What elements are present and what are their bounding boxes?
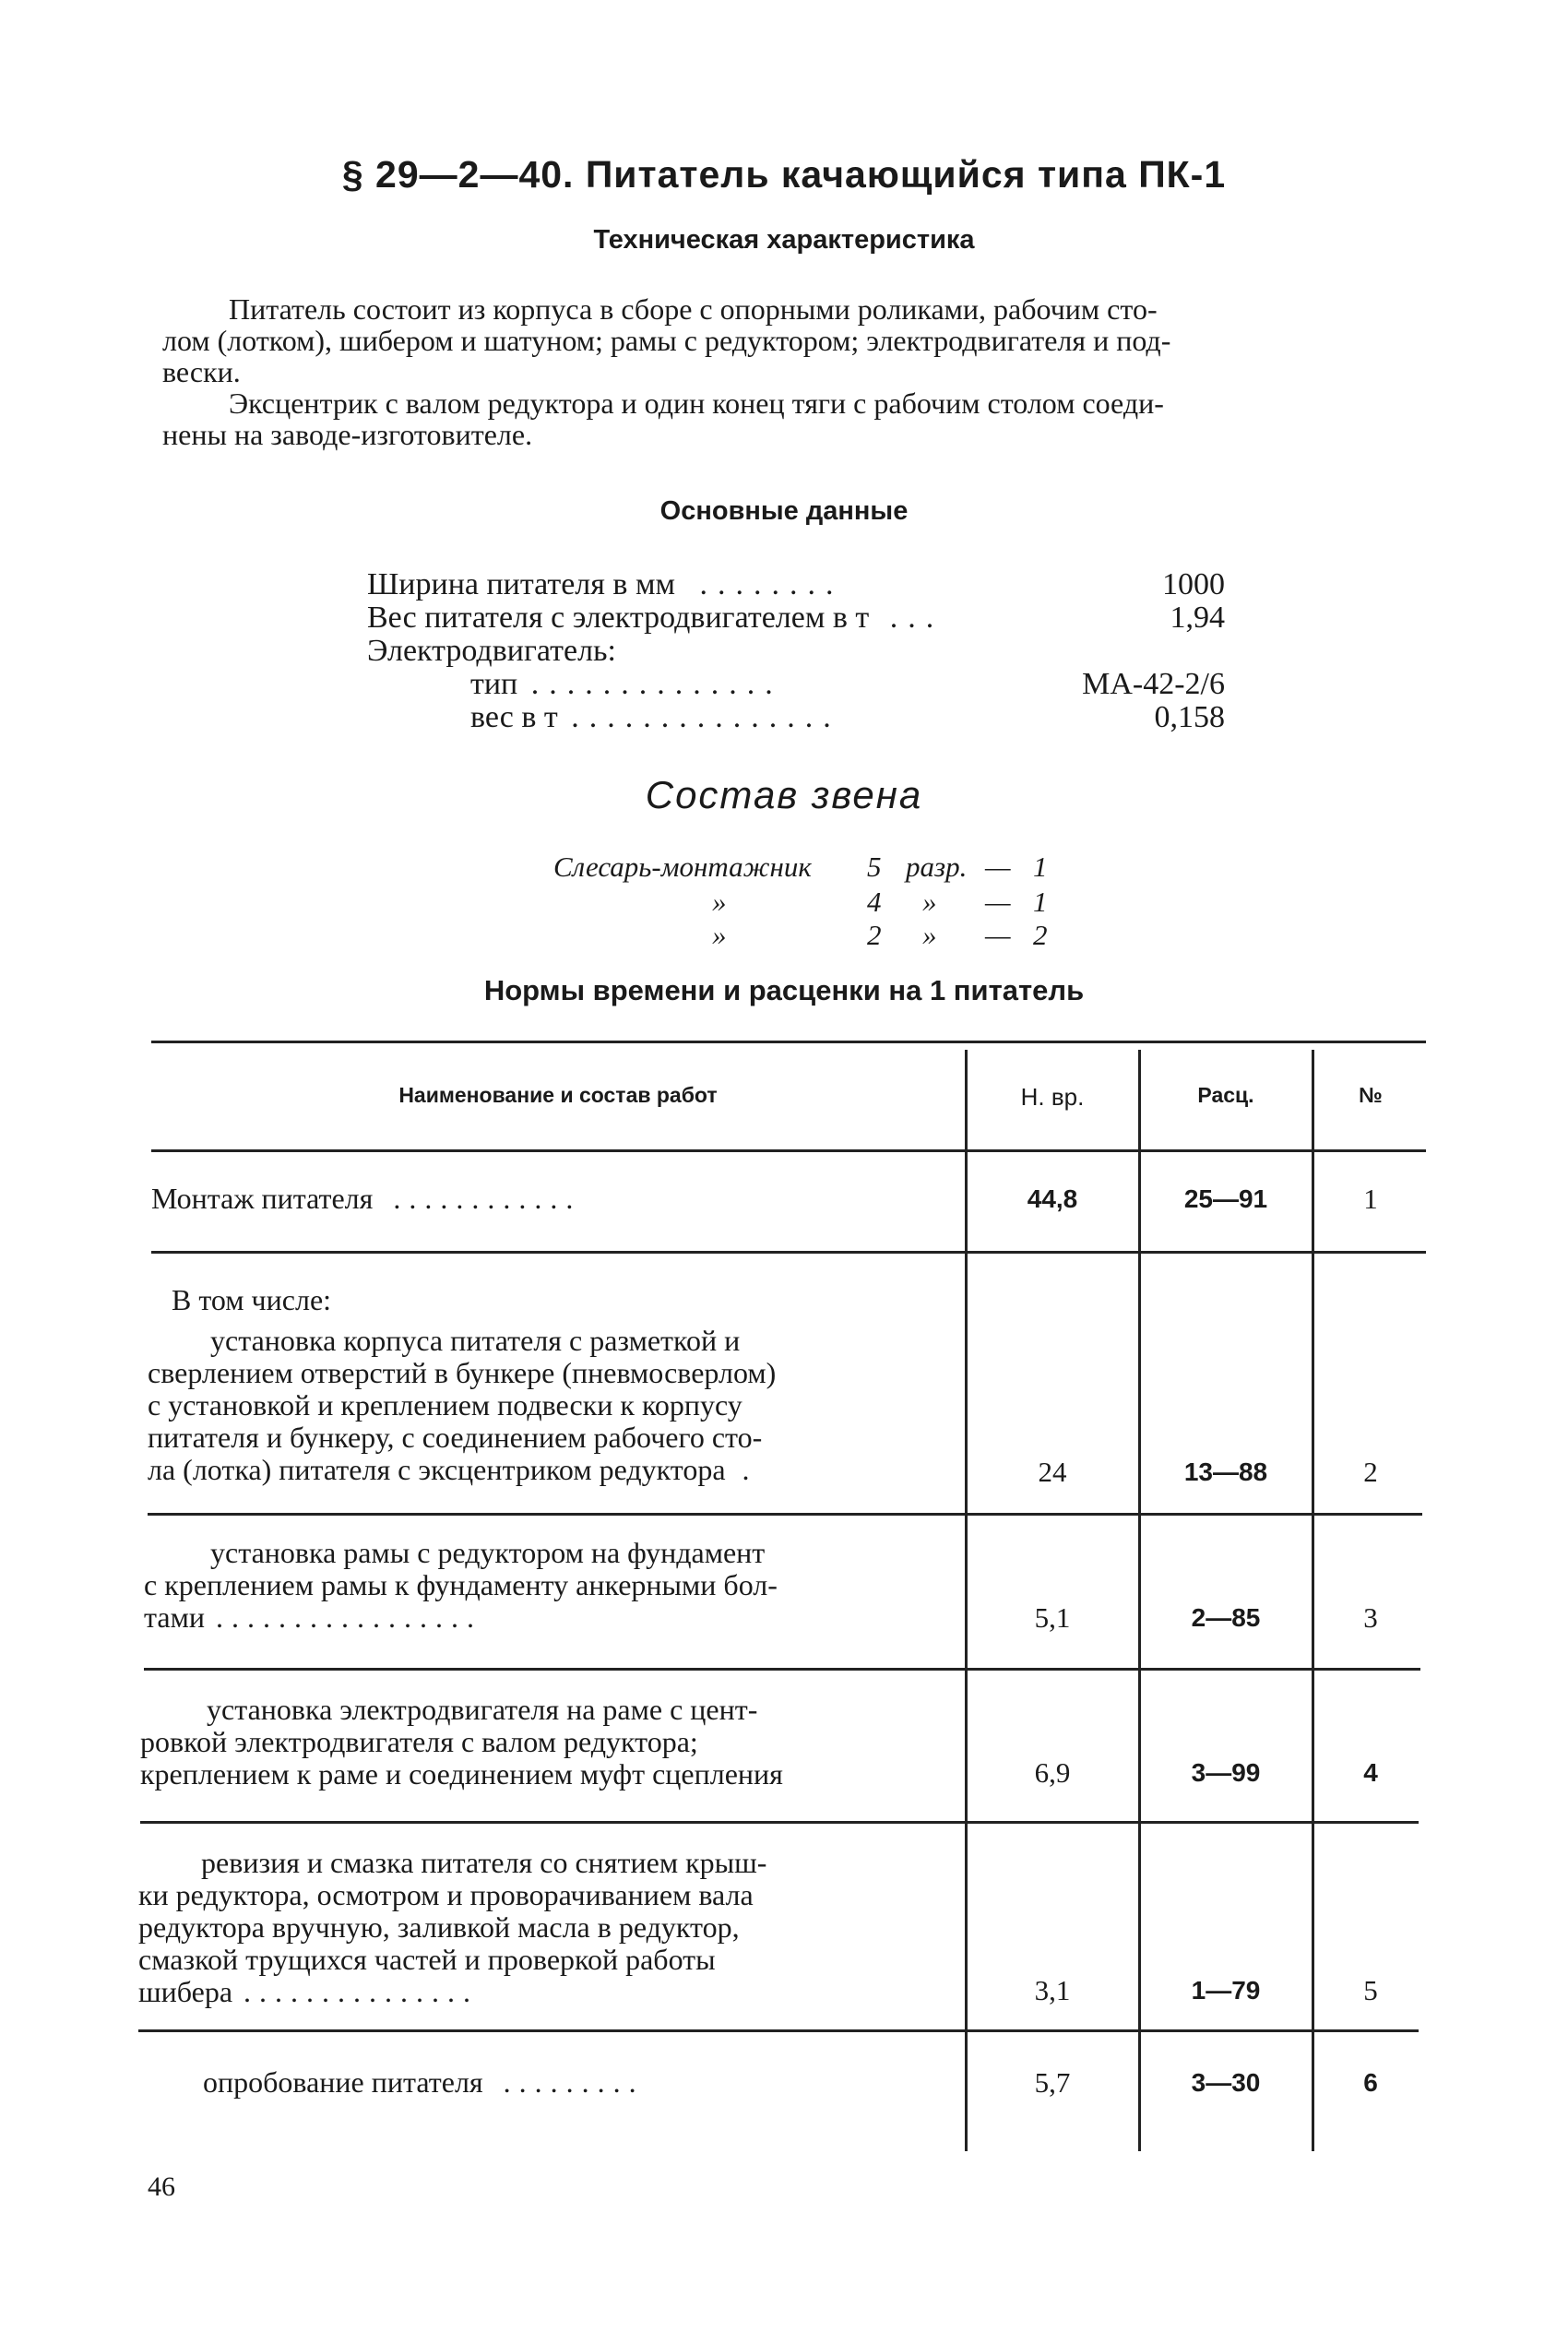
leader-dots: ..............	[530, 667, 783, 701]
description-line: вески.	[162, 355, 241, 388]
table-row-rule	[148, 1513, 1422, 1516]
row-rate: 25—91	[1183, 1184, 1268, 1213]
team-unit: разр.	[906, 851, 968, 883]
team-dash: —	[985, 886, 1011, 918]
table-row-rule	[151, 1251, 1426, 1254]
description-line: лом (лотком), шибером и шатуном; рамы с редуктором; электродвигателя и под-	[162, 324, 1171, 357]
description-line: Эксцентрик с валом редуктора и один конец тяги с рабочим столом соеди-	[229, 387, 1164, 420]
row-text-line: ревизия и смазка питателя со снятием крыш-	[201, 1846, 767, 1879]
row-text-line: питателя и бункеру, с соединением рабочего сто-	[148, 1421, 763, 1454]
row-text-line: установка корпуса питателя с разметкой и	[210, 1324, 741, 1357]
leader-dots: ...............	[571, 700, 841, 734]
row-text-line: с установкой и креплением подвески к корпусу	[148, 1388, 742, 1422]
row-rate: 3—30	[1191, 2068, 1261, 2097]
spec-width-label: Ширина питателя в мм	[367, 567, 675, 601]
column-divider	[965, 1050, 968, 2151]
row-number: 2	[1363, 1456, 1378, 1488]
row-text-line: редуктора вручную, заливкой масла в редуктор,	[138, 1910, 740, 1944]
table-row	[140, 1694, 944, 1791]
row-text-line: ла (лотка) питателя с эксцентриком редуктора .	[148, 1453, 750, 1486]
row-text-line: установка рамы с редуктором на фундамент	[210, 1536, 766, 1569]
row-text-line: ки редуктора, осмотром и проворачиванием вала	[138, 1878, 754, 1911]
row-hours: 6,9	[1034, 1756, 1071, 1789]
team-ditto: »	[712, 919, 727, 951]
table-row	[144, 1537, 946, 1634]
page-title: § 29—2—40. Питатель качающийся типа ПК-1	[341, 153, 1227, 196]
table-row	[148, 1325, 950, 1486]
row-text-line: установка электродвигателя на раме с цент-	[207, 1693, 758, 1726]
spec-motor-weight-row	[470, 701, 1225, 734]
norms-heading: Нормы времени и расценки на 1 питатель	[483, 974, 1085, 1006]
row-text-line: шибера ...............	[138, 1975, 480, 2008]
team-count: 2	[1033, 919, 1048, 951]
team-heading: Состав звена	[645, 773, 923, 816]
spec-motor-label: Электродвигатель:	[367, 634, 616, 668]
description	[162, 293, 1435, 450]
row-number: 3	[1363, 1601, 1378, 1634]
spec-type-value: МА-42-2/6	[1082, 667, 1225, 701]
table-row-rule	[144, 1668, 1420, 1671]
row-hours: 24	[1038, 1456, 1067, 1488]
column-divider	[1312, 1050, 1314, 2151]
row-rate: 13—88	[1183, 1458, 1268, 1486]
including-label: В том числе:	[172, 1283, 332, 1316]
team-grade: 5	[867, 851, 882, 883]
row-rate: 2—85	[1191, 1603, 1261, 1632]
row-hours: 3,1	[1034, 1974, 1071, 2006]
description-line: Питатель состоит из корпуса в сборе с опорными роликами, рабочим сто-	[229, 292, 1158, 326]
team-grade: 2	[867, 919, 882, 951]
header-number: №	[1359, 1083, 1383, 1107]
spec-type-row	[470, 668, 1225, 701]
team-dash: —	[985, 919, 1011, 951]
team-count: 1	[1033, 851, 1048, 883]
row-hours: 5,7	[1034, 2066, 1071, 2099]
row-text-line: ровкой электродвигателя с валом редуктора;	[140, 1725, 698, 1758]
leader-dots: ........	[699, 567, 844, 601]
spec-weight-label: Вес питателя с электродвигателем в т	[367, 601, 870, 635]
row-name: Монтаж питателя	[151, 1182, 374, 1215]
column-divider	[1138, 1050, 1141, 2151]
spec-motor-weight-label: вес в т	[470, 700, 558, 734]
team-dash: —	[985, 851, 1011, 883]
row-text-line: креплением к раме и соединением муфт сцепления	[140, 1757, 783, 1791]
row-hours: 44,8	[1027, 1184, 1078, 1213]
table-row	[203, 2066, 941, 2099]
header-name: Наименование и состав работ	[398, 1083, 718, 1107]
row-number: 5	[1363, 1974, 1378, 2006]
table-header-rule	[151, 1149, 1426, 1152]
row-text-line: смазкой трущихся частей и проверкой работы	[138, 1943, 716, 1976]
header-hours: Н. вр.	[1020, 1083, 1085, 1111]
leader-dots: .........	[503, 2065, 645, 2099]
main-data-heading: Основные данные	[659, 496, 909, 526]
spec-motor-weight-value: 0,158	[1154, 700, 1225, 734]
table-row-rule	[140, 1821, 1419, 1824]
row-text-line: сверлением отверстий в бункере (пневмосверлом)	[148, 1356, 777, 1389]
row-text-line: с креплением рамы к фундаменту анкерными бол-	[144, 1568, 778, 1601]
leader-dots: ............	[393, 1182, 582, 1215]
row-text-line: тами .................	[144, 1600, 482, 1634]
team-role: Слесарь-монтажник	[553, 851, 812, 883]
row-number: 6	[1363, 2068, 1378, 2097]
team-ditto: »	[712, 886, 727, 918]
row-number: 4	[1363, 1758, 1378, 1787]
team-ditto: »	[922, 886, 937, 918]
header-rate: Расц.	[1197, 1083, 1254, 1107]
spec-type-label: тип	[470, 667, 518, 701]
spec-weight-row	[367, 601, 1225, 635]
page-number: 46	[148, 2171, 175, 2202]
spec-width-value: 1000	[1162, 567, 1225, 601]
spec-weight-value: 1,94	[1170, 601, 1225, 635]
row-rate: 3—99	[1191, 1758, 1261, 1787]
table-row-rule	[138, 2029, 1419, 2032]
leader-dots: ...	[889, 601, 944, 635]
table-top-rule	[151, 1041, 1426, 1043]
row-rate: 1—79	[1191, 1976, 1261, 2005]
table-row	[151, 1183, 954, 1215]
spec-width-row	[367, 568, 1225, 601]
row-hours: 5,1	[1034, 1601, 1071, 1634]
table-row	[138, 1847, 943, 2008]
row-number: 1	[1363, 1183, 1378, 1215]
team-ditto: »	[922, 919, 937, 951]
team-count: 1	[1033, 886, 1048, 918]
description-line: нены на заводе-изготовителе.	[162, 418, 533, 451]
tech-heading: Техническая характеристика	[593, 225, 975, 255]
team-grade: 4	[867, 886, 882, 918]
row-name: опробование питателя	[203, 2065, 483, 2099]
